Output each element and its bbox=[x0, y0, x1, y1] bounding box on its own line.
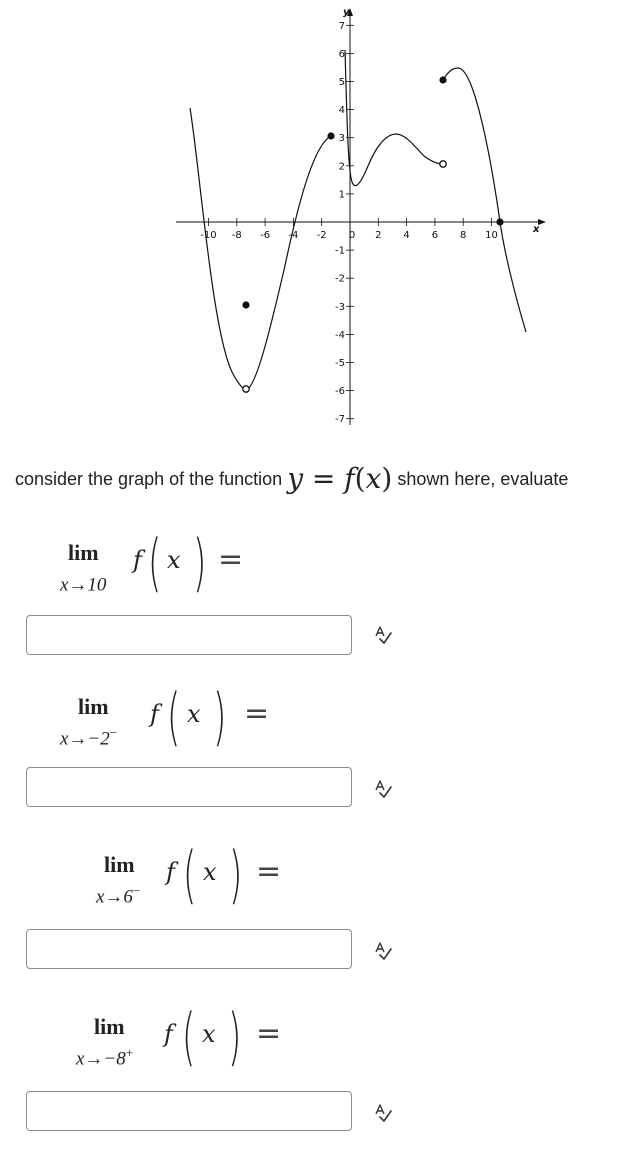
lim-label: lim bbox=[68, 540, 99, 565]
x-tick-label: 6 bbox=[431, 230, 439, 241]
y-tick-label: 4 bbox=[338, 105, 345, 117]
open-paren: ( bbox=[167, 680, 181, 753]
open-paren: ( bbox=[182, 1000, 196, 1073]
variable-x: x bbox=[167, 546, 181, 574]
curve-right-piece bbox=[443, 68, 526, 332]
variable-x: x bbox=[203, 858, 217, 886]
x-tick-label: -6 bbox=[260, 230, 271, 241]
open-paren: ( bbox=[148, 526, 162, 599]
limit-approach: x→−2− bbox=[60, 725, 118, 750]
open-point-neg8 bbox=[243, 386, 249, 392]
x-tick-label: -8 bbox=[231, 230, 242, 241]
lim-label: lim bbox=[94, 1014, 125, 1039]
spellcheck-icon[interactable] bbox=[372, 1102, 394, 1124]
graph-axes bbox=[176, 7, 546, 425]
filled-point-10 bbox=[496, 218, 503, 225]
x-tick-label: 2 bbox=[375, 230, 382, 241]
formula-y: y bbox=[287, 462, 304, 495]
variable-x: x bbox=[202, 1020, 216, 1048]
close-paren: ) bbox=[228, 1000, 242, 1073]
close-paren: ) bbox=[193, 526, 207, 599]
formula-x: x bbox=[365, 462, 382, 495]
spellcheck-icon[interactable] bbox=[372, 778, 394, 800]
x-tick-label: 10 bbox=[485, 230, 498, 241]
y-tick-label: -3 bbox=[335, 301, 345, 313]
y-tick-label: 2 bbox=[338, 161, 345, 173]
formula-equals: = bbox=[303, 462, 345, 495]
y-tick-label: 6 bbox=[338, 48, 345, 60]
formula-open-paren: ( bbox=[354, 462, 366, 495]
equals-sign: = bbox=[256, 1016, 282, 1051]
limit-approach: x→6− bbox=[96, 883, 141, 908]
answer-input-3[interactable] bbox=[26, 929, 352, 969]
y-tick-label: -6 bbox=[335, 386, 345, 398]
y-tick-label: 3 bbox=[338, 133, 345, 145]
y-tick-label: -2 bbox=[335, 273, 345, 285]
limit-approach: x→10 bbox=[60, 574, 107, 596]
y-tick-label: 1 bbox=[338, 189, 345, 201]
prompt-text-before: consider the graph of the function bbox=[15, 469, 288, 489]
filled-point-6 bbox=[439, 76, 446, 83]
y-tick-label: -7 bbox=[335, 414, 345, 426]
equals-sign: = bbox=[218, 542, 244, 577]
prompt-text-after: shown here, evaluate bbox=[392, 469, 569, 489]
curve-left-piece bbox=[190, 108, 331, 390]
variable-x: x bbox=[187, 700, 201, 728]
limit-expression-3 bbox=[96, 838, 296, 918]
open-point-6 bbox=[440, 161, 446, 167]
lim-label: lim bbox=[78, 694, 109, 719]
limit-expression-1 bbox=[60, 526, 260, 606]
y-tick-label: -4 bbox=[335, 329, 345, 341]
y-ticks bbox=[335, 21, 354, 425]
formula-close-paren: ) bbox=[381, 462, 393, 495]
formula-f: f bbox=[344, 462, 355, 495]
function-symbol: f bbox=[133, 546, 142, 574]
function-graph bbox=[0, 0, 628, 440]
close-paren: ) bbox=[213, 680, 227, 753]
close-paren: ) bbox=[229, 838, 243, 911]
y-tick-label: 5 bbox=[338, 77, 345, 88]
x-ticks bbox=[200, 218, 498, 241]
x-tick-label: 4 bbox=[403, 230, 410, 241]
question-prompt bbox=[15, 462, 568, 495]
x-axis-label: x bbox=[533, 224, 540, 235]
equals-sign: = bbox=[244, 696, 270, 731]
x-tick-label: -2 bbox=[316, 230, 327, 241]
function-symbol: f bbox=[166, 858, 175, 886]
filled-point-neg8 bbox=[242, 301, 249, 308]
limit-expression-4 bbox=[76, 1000, 296, 1080]
y-tick-label: -5 bbox=[335, 358, 345, 369]
x-tick-label: 8 bbox=[460, 230, 467, 241]
curve-middle-piece bbox=[345, 50, 443, 186]
filled-point-neg2 bbox=[327, 132, 334, 139]
x-tick-label: 0 bbox=[348, 230, 356, 241]
equals-sign: = bbox=[256, 854, 282, 889]
x-tick-label: -4 bbox=[288, 230, 299, 241]
x-tick-label: -10 bbox=[200, 230, 217, 241]
function-symbol: f bbox=[164, 1020, 173, 1048]
answer-input-1[interactable] bbox=[26, 615, 352, 655]
lim-label: lim bbox=[104, 852, 135, 877]
answer-input-4[interactable] bbox=[26, 1091, 352, 1131]
open-paren: ( bbox=[183, 838, 197, 911]
y-tick-label: -1 bbox=[335, 245, 345, 257]
limit-expression-2 bbox=[60, 680, 280, 760]
y-tick-label: 7 bbox=[338, 20, 345, 32]
y-axis-label: y bbox=[343, 7, 350, 18]
spellcheck-icon[interactable] bbox=[372, 624, 394, 646]
prompt-function-formula bbox=[287, 462, 392, 495]
spellcheck-icon[interactable] bbox=[372, 940, 394, 962]
function-symbol: f bbox=[150, 700, 159, 728]
limit-approach: x→−8+ bbox=[76, 1045, 134, 1070]
answer-input-2[interactable] bbox=[26, 767, 352, 807]
